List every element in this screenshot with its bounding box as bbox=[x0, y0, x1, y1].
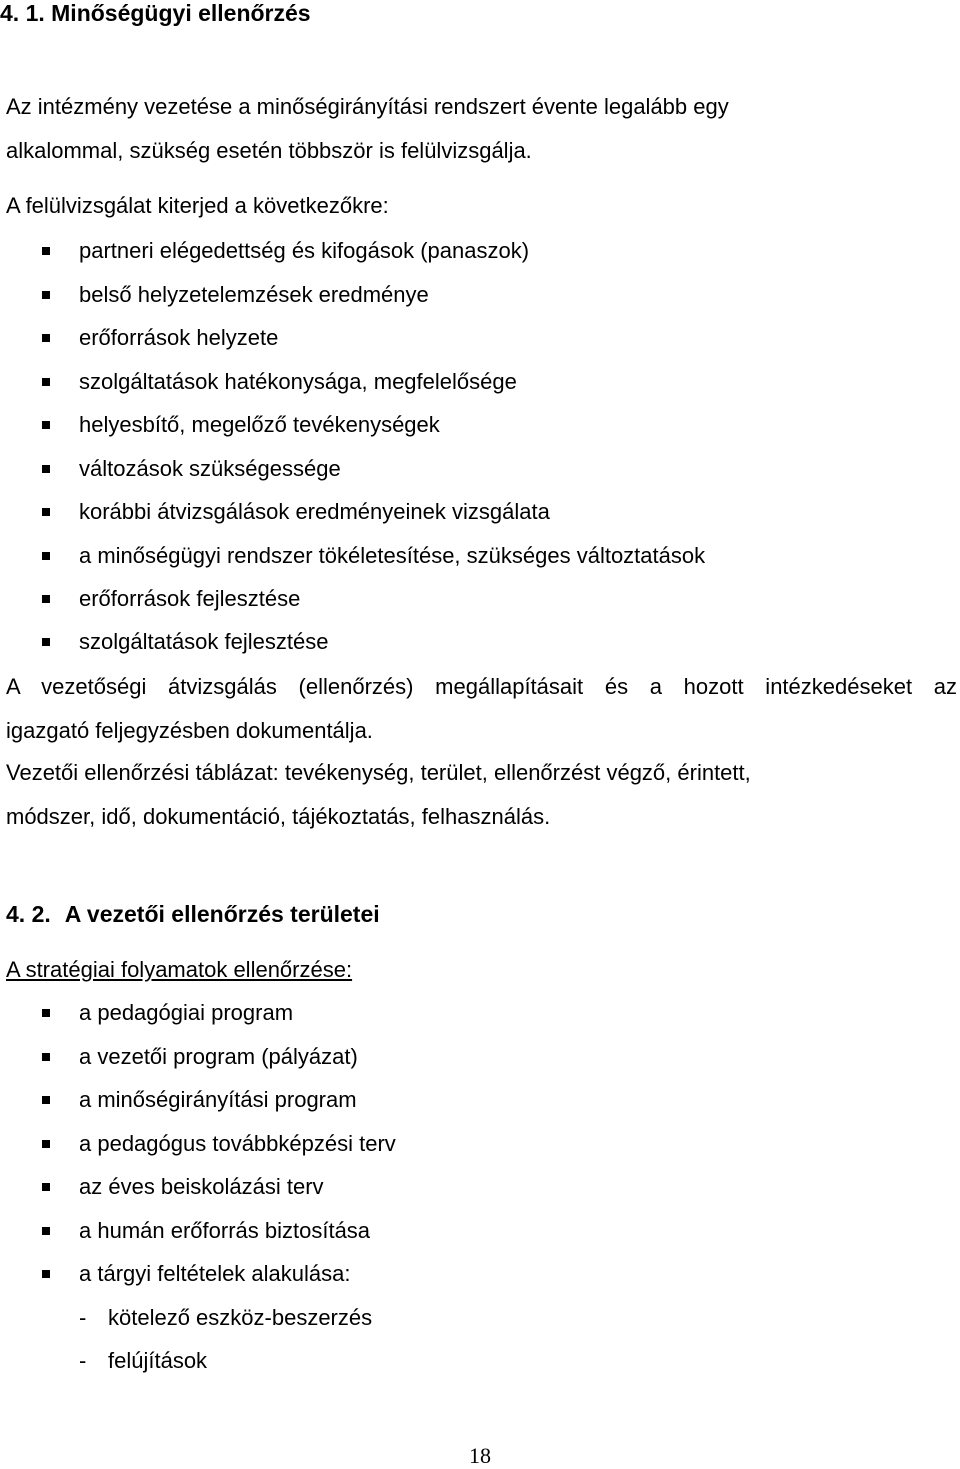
square-bullet-icon bbox=[42, 465, 50, 473]
list-intro: A felülvizsgálat kiterjed a következőkre: bbox=[6, 193, 389, 218]
square-bullet-icon bbox=[42, 1140, 50, 1148]
heading-text: A vezetői ellenőrzés területei bbox=[64, 901, 380, 927]
paragraph-line: Vezetői ellenőrzési táblázat: tevékenység, terület, ellenőrzést végző, érintett, bbox=[6, 760, 751, 785]
square-bullet-icon bbox=[42, 1270, 50, 1278]
dash-bullet: - bbox=[79, 1348, 87, 1373]
square-bullet-icon bbox=[42, 508, 50, 516]
heading-number: 4. 2. bbox=[6, 901, 51, 927]
square-bullet-icon bbox=[42, 552, 50, 560]
subheading: A stratégiai folyamatok ellenőrzése: bbox=[6, 957, 353, 982]
paragraph-line: A vezetőségi átvizsgálás (ellenőrzés) megállapításait és a hozott intézkedéseket az bbox=[6, 674, 957, 699]
square-bullet-icon bbox=[42, 421, 50, 429]
square-bullet-icon bbox=[42, 1227, 50, 1235]
square-bullet-icon bbox=[42, 638, 50, 646]
square-bullet-icon bbox=[42, 1096, 50, 1104]
paragraph-line: alkalommal, szükség esetén többször is felülvizsgálja. bbox=[6, 138, 532, 163]
square-bullet-icon bbox=[42, 247, 50, 255]
square-bullet-icon bbox=[42, 1183, 50, 1191]
paragraph-line: Az intézmény vezetése a minőségirányítási rendszert évente legalább egy bbox=[6, 94, 729, 119]
page-number: 18 bbox=[469, 1443, 491, 1468]
section-heading-4-1: 4. 1. Minőségügyi ellenőrzés bbox=[0, 0, 311, 26]
square-bullet-icon bbox=[42, 334, 50, 342]
square-bullet-icon bbox=[42, 1053, 50, 1061]
paragraph-line: igazgató feljegyzésben dokumentálja. bbox=[6, 718, 373, 743]
square-bullet-icon bbox=[42, 378, 50, 386]
section-heading-4-2 bbox=[6, 900, 380, 928]
square-bullet-icon bbox=[42, 1009, 50, 1017]
paragraph-line: módszer, idő, dokumentáció, tájékoztatás, felhasználás. bbox=[6, 804, 551, 829]
square-bullet-icon bbox=[42, 595, 50, 603]
square-bullet-icon bbox=[42, 291, 50, 299]
dash-bullet: - bbox=[79, 1305, 87, 1330]
